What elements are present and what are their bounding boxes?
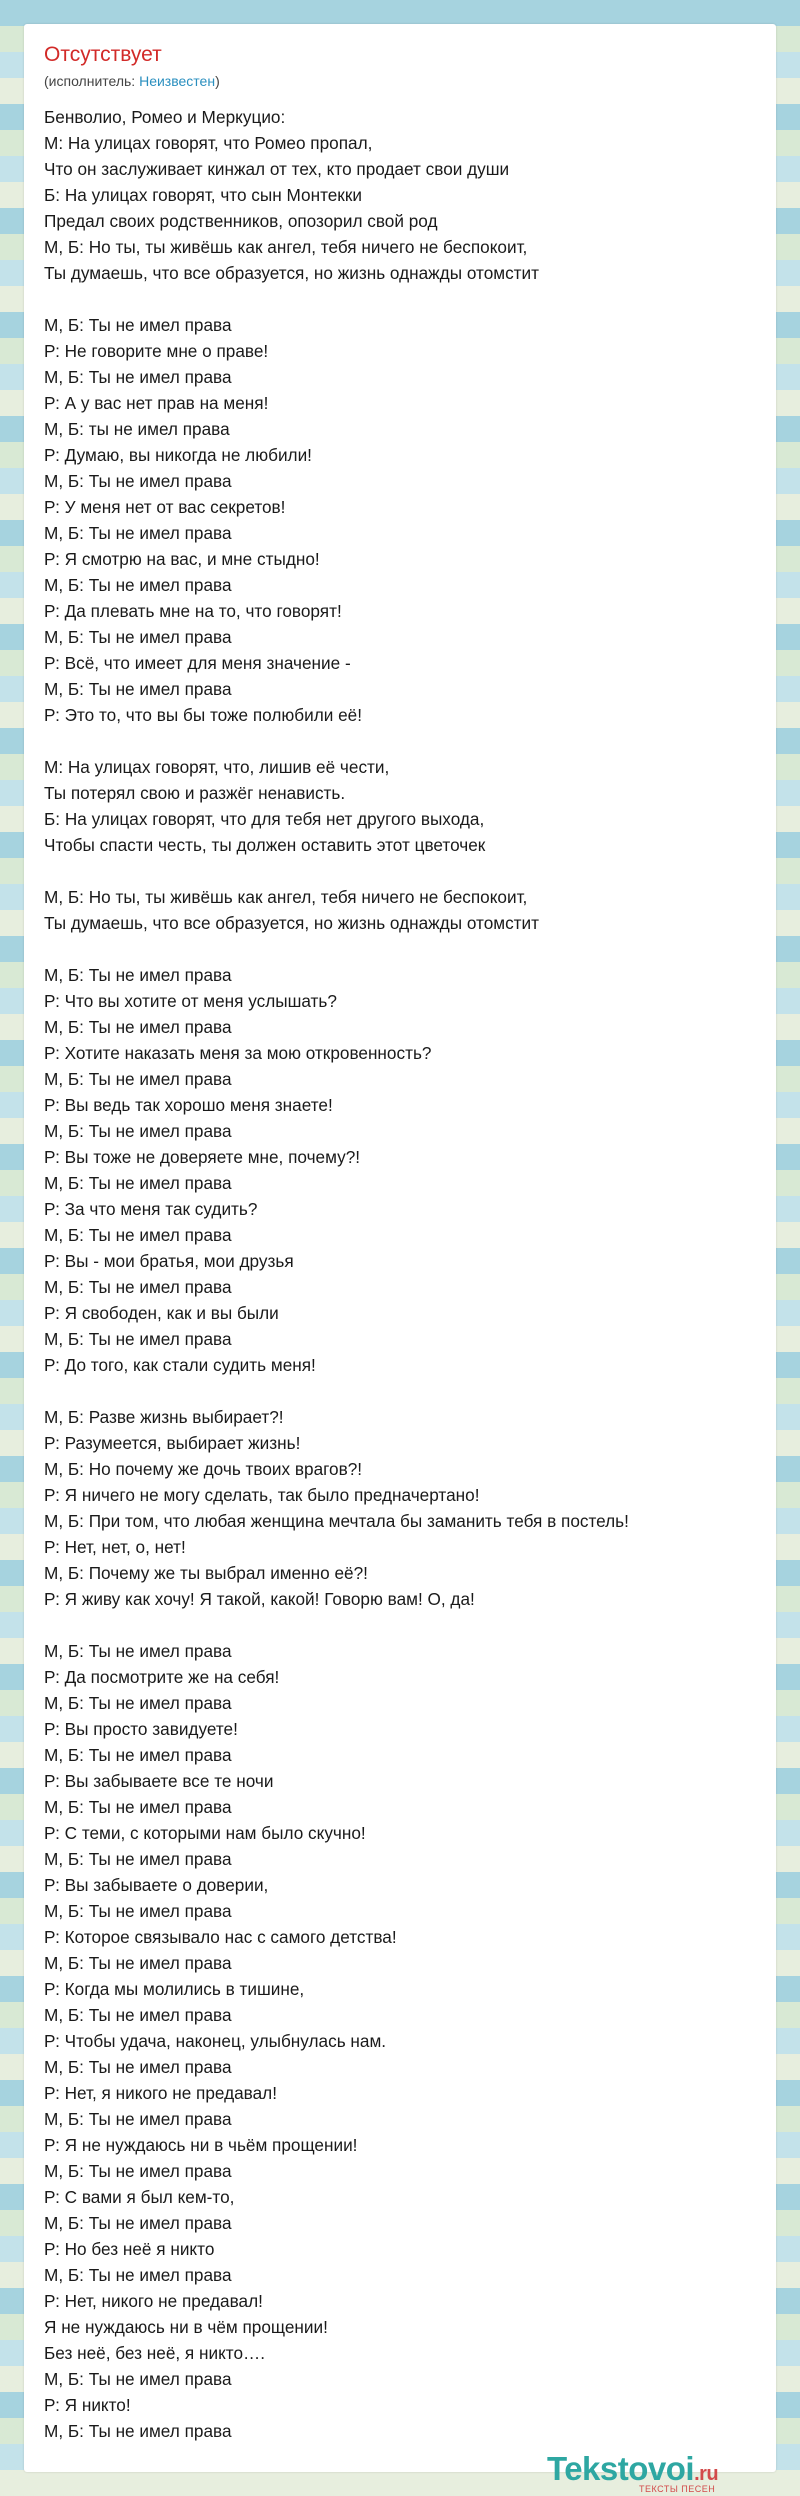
- artist-prefix: (исполнитель:: [44, 73, 140, 89]
- lyric-line: М, Б: Ты не имел права: [44, 679, 232, 699]
- lyric-line: Р: Разумеется, выбирает жизнь!: [44, 1433, 301, 1453]
- lyric-line: М, Б: Ты не имел права: [44, 1901, 232, 1921]
- lyric-line: Р: А у вас нет прав на меня!: [44, 393, 269, 413]
- logo-tagline: ТЕКСТЫ ПЕСЕН: [639, 2484, 716, 2494]
- lyric-line: Р: Вы просто завидуете!: [44, 1719, 238, 1739]
- lyric-line: М, Б: Ты не имел права: [44, 1641, 232, 1661]
- lyric-line: Р: Всё, что имеет для меня значение -: [44, 653, 351, 673]
- lyric-line: М, Б: Разве жизнь выбирает?!: [44, 1407, 284, 1427]
- lyric-line: Ты думаешь, что все образуется, но жизнь однажды отомстит: [44, 263, 540, 283]
- lyric-line: Р: Нет, никого не предавал!: [44, 2291, 263, 2311]
- lyric-line: М, Б: Ты не имел права: [44, 523, 232, 543]
- lyric-line: М, Б: Почему же ты выбрал именно её?!: [44, 1563, 368, 1583]
- lyric-line: Р: Это то, что вы бы тоже полюбили её!: [44, 705, 363, 725]
- lyric-line: М, Б: ты не имел права: [44, 419, 230, 439]
- lyric-line: М, Б: Ты не имел права: [44, 2109, 232, 2129]
- lyric-line: М, Б: Ты не имел права: [44, 1277, 232, 1297]
- lyric-line: Р: Нет, нет, о, нет!: [44, 1537, 186, 1557]
- lyric-line: Р: Я ничего не могу сделать, так было предначертано!: [44, 1485, 480, 1505]
- lyric-line: М, Б: Ты не имел права: [44, 2213, 232, 2233]
- lyric-line: М, Б: Ты не имел права: [44, 1225, 232, 1245]
- lyric-line: Р: Когда мы молились в тишине,: [44, 1979, 305, 1999]
- lyric-line: М, Б: Ты не имел права: [44, 2161, 232, 2181]
- lyric-line: Р: За что меня так судить?: [44, 1199, 258, 1219]
- lyric-line: М, Б: Ты не имел права: [44, 1329, 232, 1349]
- lyric-line: Ты думаешь, что все образуется, но жизнь однажды отомстит: [44, 913, 540, 933]
- lyric-line: Б: На улицах говорят, что для тебя нет другого выхода,: [44, 809, 485, 829]
- lyric-line: Р: Я живу как хочу! Я такой, какой! Говорю вам! О, да!: [44, 1589, 475, 1609]
- lyric-line: Что он заслуживает кинжал от тех, кто продает свои души: [44, 159, 510, 179]
- artist-line: [44, 71, 220, 91]
- lyric-line: М, Б: Ты не имел права: [44, 575, 232, 595]
- lyric-line: Р: Хотите наказать меня за мою откровенность?: [44, 1043, 432, 1063]
- lyric-line: М, Б: При том, что любая женщина мечтала бы заманить тебя в постель!: [44, 1511, 629, 1531]
- lyric-line: Предал своих родственников, опозорил свой род: [44, 211, 438, 231]
- lyric-line: Без неё, без неё, я никто….: [44, 2343, 266, 2363]
- lyric-line: [44, 286, 764, 312]
- lyric-line: М, Б: Ты не имел права: [44, 627, 232, 647]
- lyric-line: Р: Я свободен, как и вы были: [44, 1303, 279, 1323]
- lyric-line: М, Б: Но ты, ты живёшь как ангел, тебя ничего не беспокоит,: [44, 887, 528, 907]
- lyric-line: Р: Нет, я никого не предавал!: [44, 2083, 277, 2103]
- lyric-line: М, Б: Но ты, ты живёшь как ангел, тебя ничего не беспокоит,: [44, 237, 528, 257]
- lyric-line: Р: Я смотрю на вас, и мне стыдно!: [44, 549, 320, 569]
- logo-tld: .ru: [694, 2463, 719, 2485]
- lyric-line: [44, 858, 764, 884]
- lyric-line: Б: На улицах говорят, что сын Монтекки: [44, 185, 362, 205]
- lyric-line: М, Б: Ты не имел права: [44, 1745, 232, 1765]
- lyric-line: М, Б: Но почему же дочь твоих врагов?!: [44, 1459, 363, 1479]
- lyric-line: М, Б: Ты не имел права: [44, 965, 232, 985]
- lyric-line: Р: Вы - мои братья, мои друзья: [44, 1251, 294, 1271]
- lyric-line: М, Б: Ты не имел права: [44, 1173, 232, 1193]
- artist-suffix: ): [215, 73, 220, 89]
- artist-link[interactable]: Неизвестен: [139, 73, 216, 89]
- lyric-line: Р: Не говорите мне о праве!: [44, 341, 269, 361]
- lyrics-card: [24, 24, 776, 2472]
- lyric-line: Р: Да посмотрите же на себя!: [44, 1667, 280, 1687]
- lyric-line: М, Б: Ты не имел права: [44, 2369, 232, 2389]
- lyric-line: Р: Я никто!: [44, 2395, 131, 2415]
- lyric-line: Р: Вы тоже не доверяете мне, почему?!: [44, 1147, 361, 1167]
- lyric-line: М, Б: Ты не имел права: [44, 367, 232, 387]
- lyric-line: Р: Которое связывало нас с самого детства!: [44, 1927, 397, 1947]
- lyric-line: Бенволио, Ромео и Меркуцио:: [44, 107, 286, 127]
- lyric-line: Р: У меня нет от вас секретов!: [44, 497, 286, 517]
- lyric-line: Р: С теми, с которыми нам было скучно!: [44, 1823, 366, 1843]
- lyric-line: М, Б: Ты не имел права: [44, 1069, 232, 1089]
- lyric-line: Чтобы спасти честь, ты должен оставить этот цветочек: [44, 835, 486, 855]
- lyric-line: М, Б: Ты не имел права: [44, 2265, 232, 2285]
- lyric-line: М, Б: Ты не имел права: [44, 1693, 232, 1713]
- lyric-line: М, Б: Ты не имел права: [44, 2057, 232, 2077]
- lyric-line: М, Б: Ты не имел права: [44, 1797, 232, 1817]
- lyric-line: Р: Что вы хотите от меня услышать?: [44, 991, 337, 1011]
- lyric-line: Р: Но без неё я никто: [44, 2239, 215, 2259]
- lyric-line: Р: Вы забываете о доверии,: [44, 1875, 269, 1895]
- lyric-line: М, Б: Ты не имел права: [44, 1121, 232, 1141]
- lyric-line: М, Б: Ты не имел права: [44, 2005, 232, 2025]
- lyric-line: Р: Да плевать мне на то, что говорят!: [44, 601, 342, 621]
- lyric-line: М, Б: Ты не имел права: [44, 471, 232, 491]
- lyric-line: Р: Думаю, вы никогда не любили!: [44, 445, 312, 465]
- lyric-line: М, Б: Ты не имел права: [44, 1017, 232, 1037]
- logo-name: Tekstovoi: [547, 2450, 695, 2487]
- lyric-line: Р: Чтобы удача, наконец, улыбнулась нам.: [44, 2031, 387, 2051]
- lyric-line: Р: До того, как стали судить меня!: [44, 1355, 316, 1375]
- lyric-line: Р: Вы ведь так хорошо меня знаете!: [44, 1095, 333, 1115]
- lyric-line: М, Б: Ты не имел права: [44, 2421, 232, 2441]
- lyric-line: Р: Я не нуждаюсь ни в чьём прощении!: [44, 2135, 358, 2155]
- lyric-line: Р: С вами я был кем-то,: [44, 2187, 235, 2207]
- lyrics-text: [44, 104, 764, 2444]
- lyric-line: [44, 728, 764, 754]
- lyric-line: Ты потерял свою и разжёг ненависть.: [44, 783, 346, 803]
- lyric-line: [44, 1378, 764, 1404]
- lyric-line: Я не нуждаюсь ни в чём прощении!: [44, 2317, 328, 2337]
- lyric-line: М, Б: Ты не имел права: [44, 1849, 232, 1869]
- lyric-line: М: На улицах говорят, что, лишив её чести,: [44, 757, 390, 777]
- site-logo[interactable]: [547, 2450, 787, 2496]
- lyric-line: Р: Вы забываете все те ночи: [44, 1771, 274, 1791]
- lyric-line: М, Б: Ты не имел права: [44, 315, 232, 335]
- lyric-line: [44, 1612, 764, 1638]
- lyric-line: М: На улицах говорят, что Ромео пропал,: [44, 133, 373, 153]
- song-title: Отсутствует: [44, 43, 162, 66]
- lyric-line: [44, 936, 764, 962]
- lyric-line: М, Б: Ты не имел права: [44, 1953, 232, 1973]
